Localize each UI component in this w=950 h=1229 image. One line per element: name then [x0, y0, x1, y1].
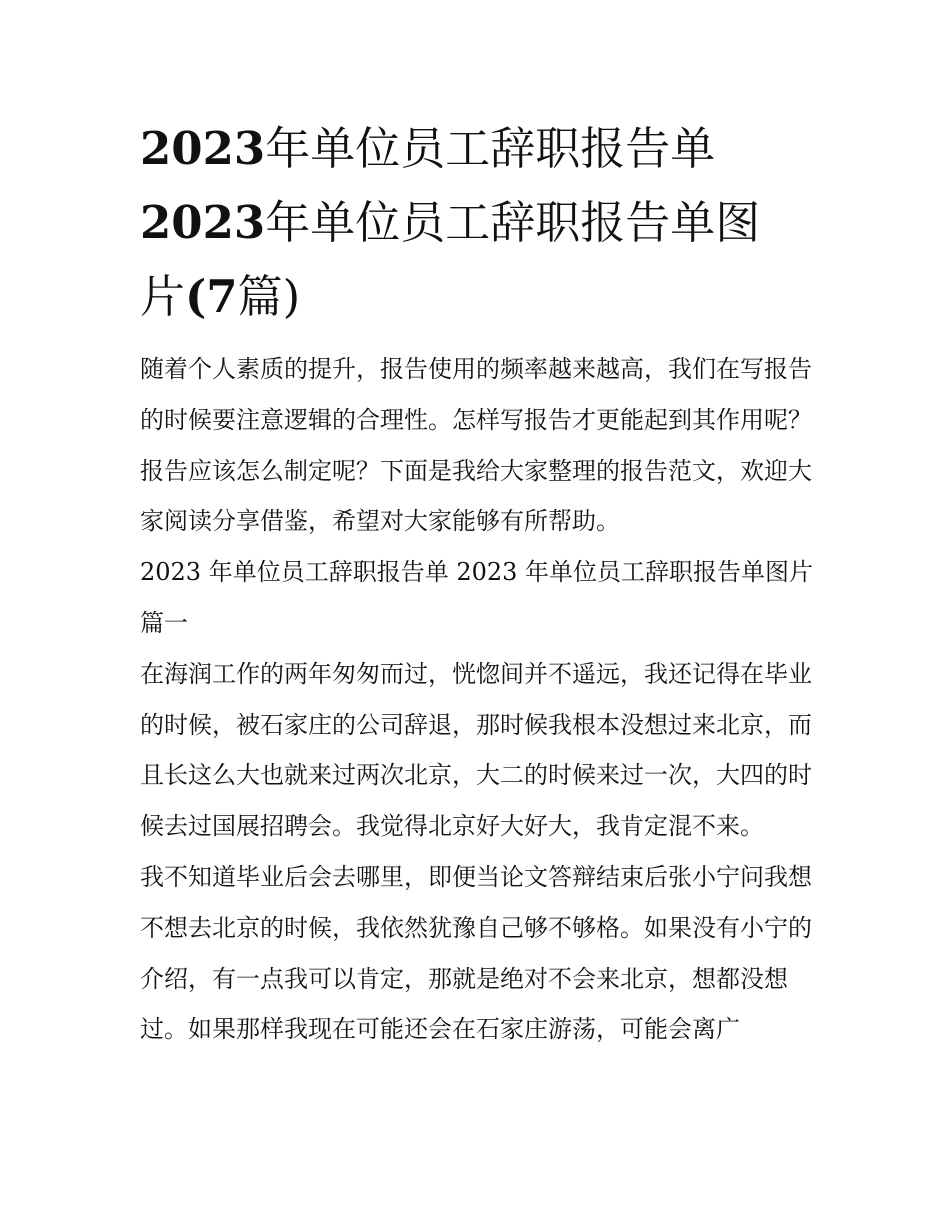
title-year: 2023 — [140, 122, 266, 175]
intro-paragraph: 随着个人素质的提升，报告使用的频率越来越高，我们在写报告的时候要注意逻辑的合理性。怎样写报告才更能起到其作用呢？报告应该怎么制定呢？下面是我给大家整理的报告范文，欢迎大家阅读分享借鉴，希望对大家能够有所帮助。 — [140, 355, 812, 536]
title-line-3 — [140, 270, 300, 323]
document-title — [140, 112, 820, 334]
title-text: 年单位员工辞职报告单图 — [265, 196, 761, 249]
title-line-1 — [140, 122, 715, 175]
title-count: (7 — [185, 270, 238, 323]
title-text: 篇) — [237, 270, 301, 323]
section-heading: 2023 年单位员工辞职报告单 2023 年单位员工辞职报告单图片篇一 — [140, 558, 814, 637]
title-text: 片 — [140, 270, 186, 323]
title-year: 2023 — [140, 196, 266, 249]
title-text: 年单位员工辞职报告单 — [265, 122, 716, 175]
body-paragraph: 在海润工作的两年匆匆而过，恍惚间并不遥远，我还记得在毕业的时候，被石家庄的公司辞退，那时候我根本没想过来北京，而且长这么大也就来过两次北京，大二的时候来过一次，大四的时候去过国展招聘会。我觉得北京好大好大，我肯定混不来。 — [140, 659, 812, 841]
body-paragraph: 我不知道毕业后会去哪里，即便当论文答辩结束后张小宁问我想不想去北京的时候，我依然犹豫自己够不够格。如果没有小宁的介绍，有一点我可以肯定，那就是绝对不会来北京，想都没想过。如果那样我现在可能还会在石家庄游荡，可能会离广 — [140, 862, 812, 1044]
document-content — [140, 112, 820, 1055]
title-line-2 — [140, 196, 760, 249]
